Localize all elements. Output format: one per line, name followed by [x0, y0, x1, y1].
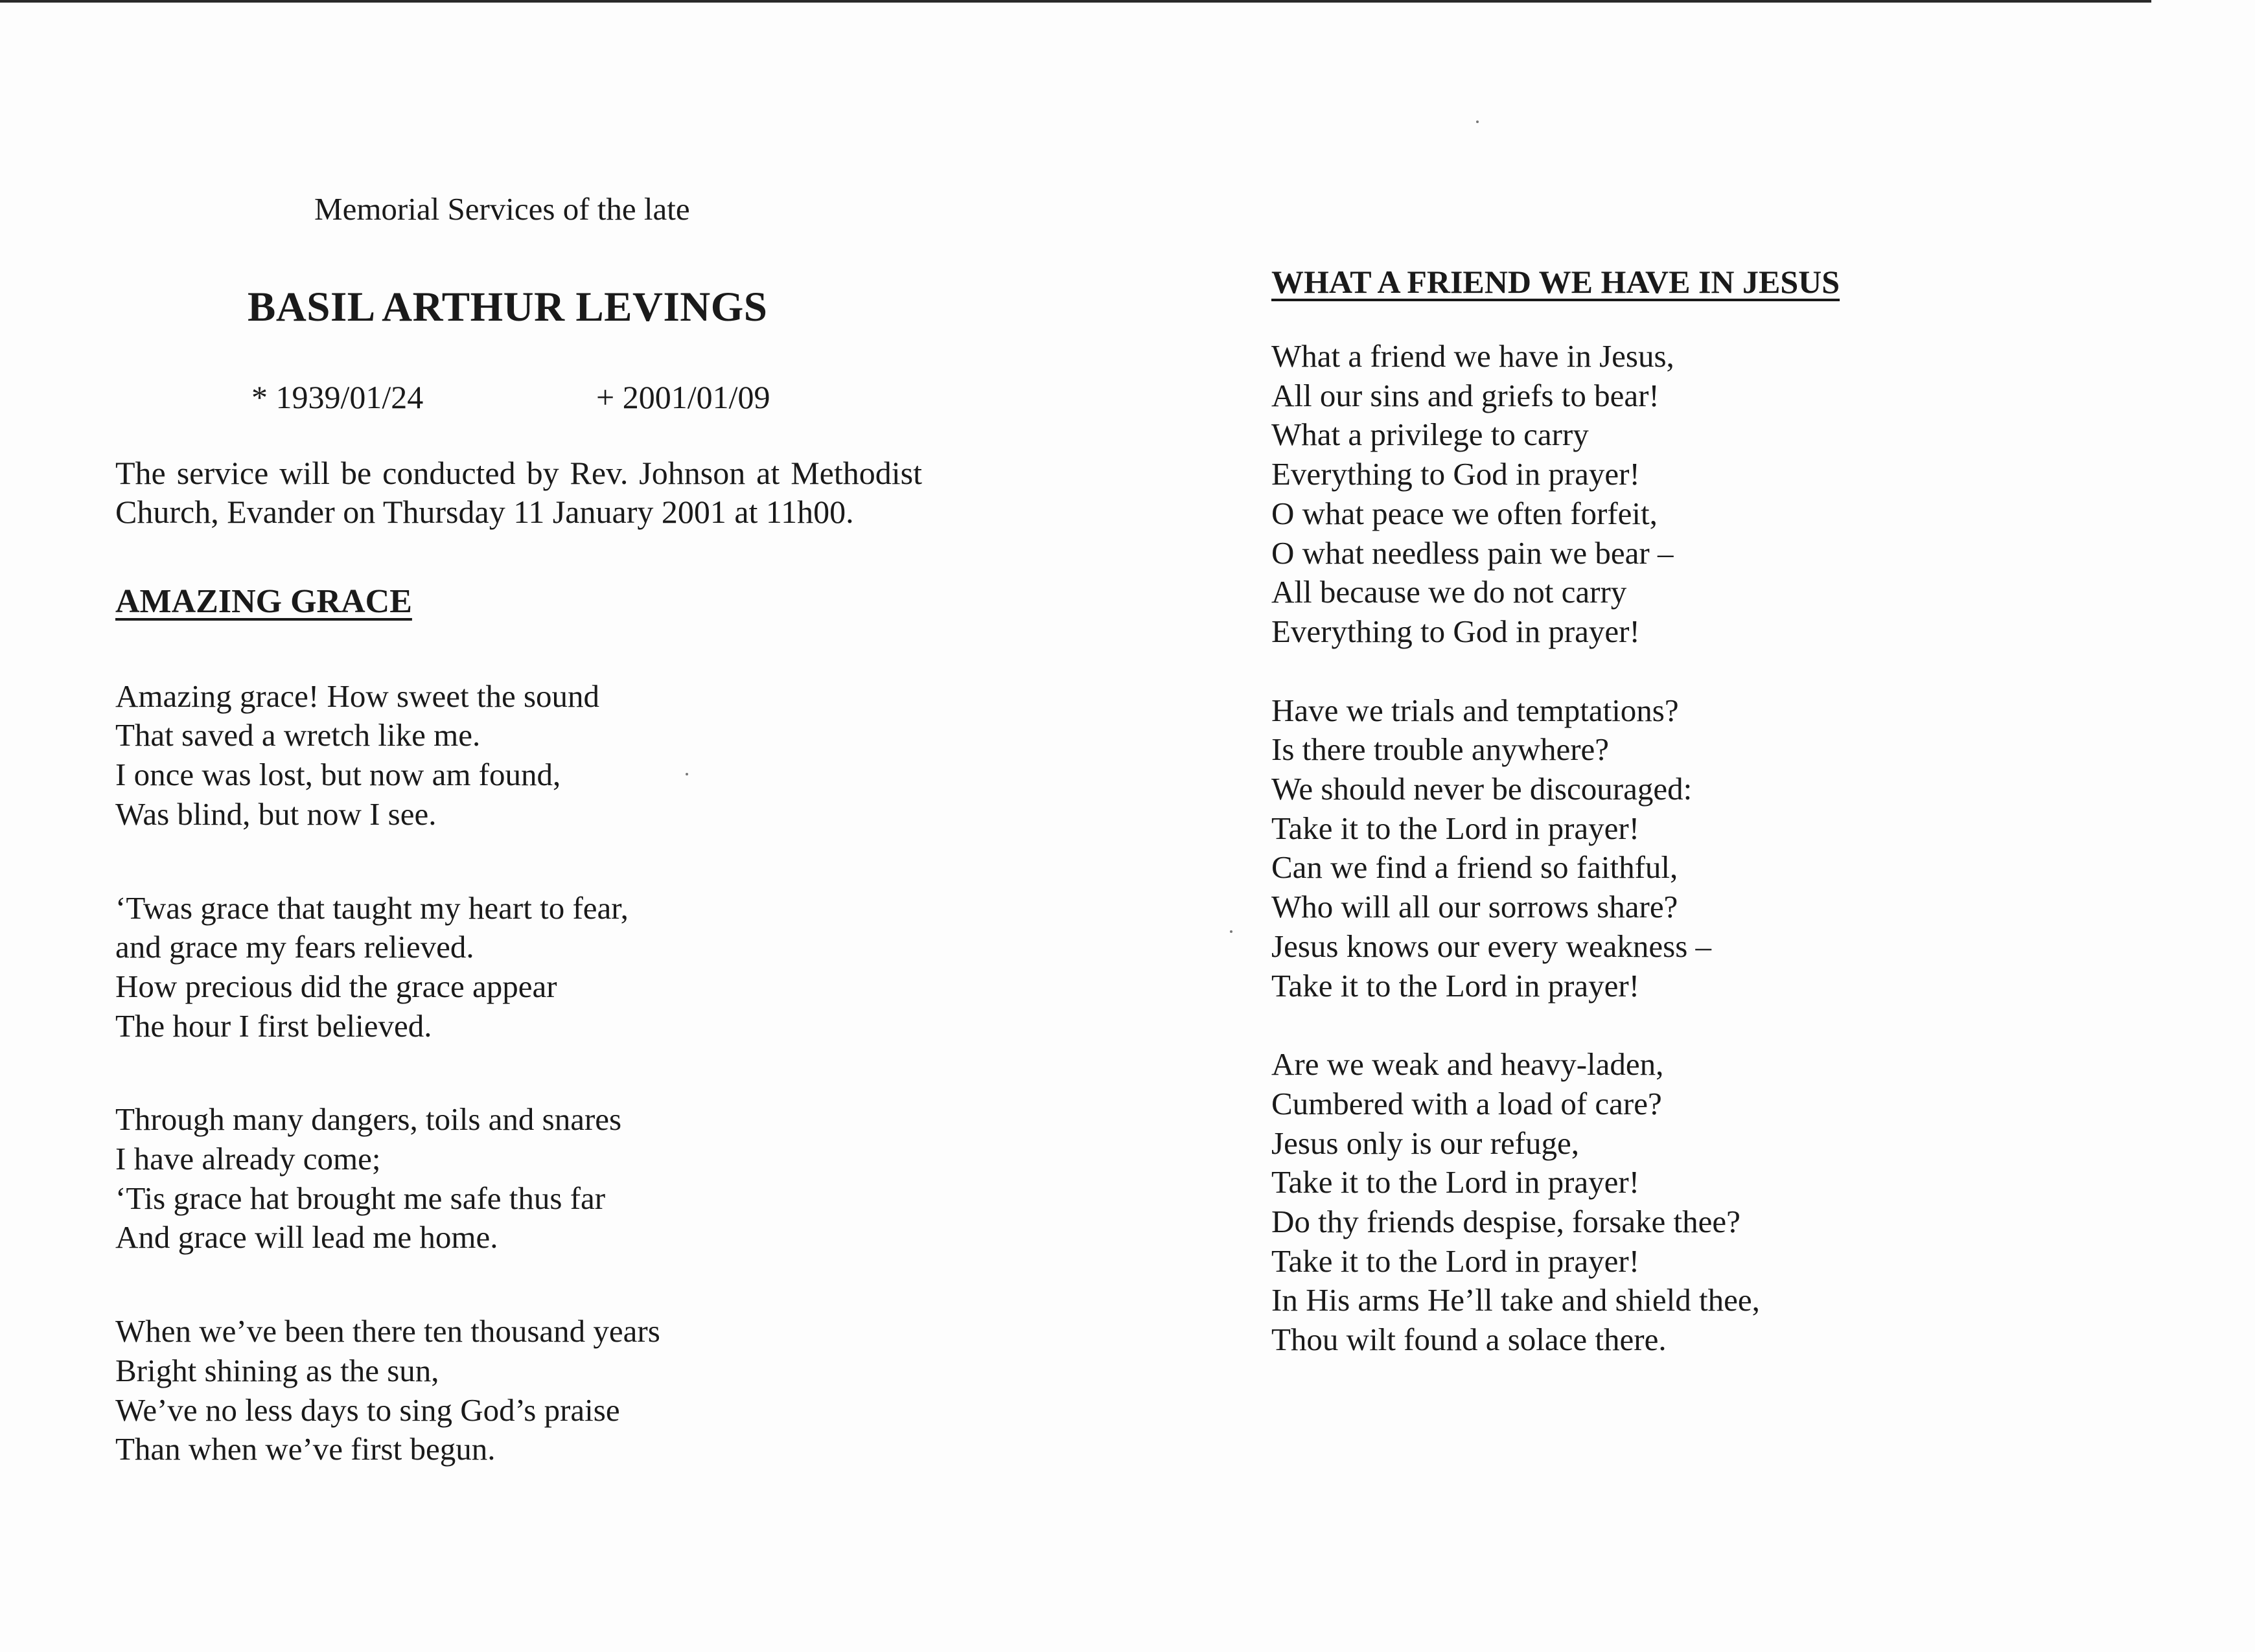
- verse-line: Are we weak and heavy-laden,: [1271, 1046, 1664, 1083]
- life-dates: [115, 378, 922, 419]
- deceased-name: BASIL ARTHUR LEVINGS: [248, 283, 768, 330]
- verse-line: Bright shining as the sun,: [115, 1352, 439, 1388]
- verse-line: And grace will lead me home.: [115, 1219, 498, 1256]
- verse-line: Take it to the Lord in prayer!: [1271, 1164, 1640, 1200]
- verse-line: Jesus only is our refuge,: [1271, 1125, 1579, 1161]
- verse-line: That saved a wretch like me.: [115, 717, 481, 753]
- scan-speck: [1230, 930, 1232, 933]
- verse-line: Through many dangers, toils and snares: [115, 1101, 622, 1138]
- verse-line: Can we find a friend so faithful,: [1271, 849, 1678, 886]
- verse-line: In His arms He’ll take and shield thee,: [1271, 1282, 1760, 1318]
- hymn-verse: [115, 1312, 922, 1469]
- memorial-intro: Memorial Services of the late: [314, 191, 690, 227]
- hymn-verse: [1271, 1045, 1919, 1360]
- hymn-verse: [115, 889, 922, 1046]
- verse-line: We should never be discouraged:: [1271, 771, 1693, 807]
- verse-line: All our sins and griefs to bear!: [1271, 377, 1659, 413]
- verse-line: ‘Tis grace hat brought me safe thus far: [115, 1180, 606, 1216]
- verse-line: Take it to the Lord in prayer!: [1271, 810, 1640, 846]
- scan-top-edge: [0, 0, 2151, 3]
- death-date: + 2001/01/09: [596, 379, 770, 416]
- verse-line: What a privilege to carry: [1271, 417, 1589, 453]
- service-details: The service will be conducted by Rev. Johnson at Methodist Church, Evander on Thursday 11 January 2001 at 11h00.: [115, 455, 922, 531]
- hymn-title-what-a-friend: WHAT A FRIEND WE HAVE IN JESUS: [1271, 264, 1840, 300]
- verse-line: Take it to the Lord in prayer!: [1271, 1243, 1640, 1279]
- verse-line: How precious did the grace appear: [115, 968, 557, 1004]
- hymn-verse: [1271, 691, 1919, 1006]
- verse-line: What a friend we have in Jesus,: [1271, 338, 1674, 374]
- verse-line: Do thy friends despise, forsake thee?: [1271, 1204, 1740, 1240]
- verse-line: Than when we’ve first begun.: [115, 1431, 496, 1467]
- verse-line: Everything to God in prayer!: [1271, 456, 1640, 492]
- hymn-verse: [115, 677, 922, 834]
- verse-line: Amazing grace! How sweet the sound: [115, 678, 600, 714]
- scan-speck: [1476, 120, 1479, 123]
- verse-line: I have already come;: [115, 1141, 381, 1177]
- verse-line: Have we trials and temptations?: [1271, 692, 1679, 728]
- verse-line: Cumbered with a load of care?: [1271, 1085, 1662, 1121]
- verse-line: ‘Twas grace that taught my heart to fear,: [115, 889, 629, 926]
- verse-line: and grace my fears relieved.: [115, 929, 474, 965]
- verse-line: When we’ve been there ten thousand years: [115, 1313, 660, 1349]
- hymn-verse: [1271, 337, 1919, 652]
- verse-line: We’ve no less days to sing God’s praise: [115, 1392, 620, 1428]
- left-page: [115, 181, 922, 1469]
- hymn-verse: [115, 1100, 922, 1257]
- verse-line: I once was lost, but now am found,: [115, 757, 561, 793]
- verse-line: Was blind, but now I see.: [115, 796, 437, 832]
- hymn-title-amazing-grace: AMAZING GRACE: [115, 583, 412, 621]
- birth-date: * 1939/01/24: [251, 379, 424, 416]
- verse-line: Is there trouble anywhere?: [1271, 731, 1610, 768]
- verse-line: O what needless pain we bear –: [1271, 534, 1674, 571]
- right-page: [1271, 262, 1919, 1360]
- verse-line: Thou wilt found a solace there.: [1271, 1322, 1667, 1358]
- verse-line: Take it to the Lord in prayer!: [1271, 967, 1640, 1004]
- verse-line: Who will all our sorrows share?: [1271, 889, 1678, 925]
- verse-line: The hour I first believed.: [115, 1007, 432, 1044]
- verse-line: Jesus knows our every weakness –: [1271, 928, 1712, 964]
- verse-line: All because we do not carry: [1271, 574, 1627, 610]
- verse-line: Everything to God in prayer!: [1271, 613, 1640, 649]
- verse-line: O what peace we often forfeit,: [1271, 495, 1658, 531]
